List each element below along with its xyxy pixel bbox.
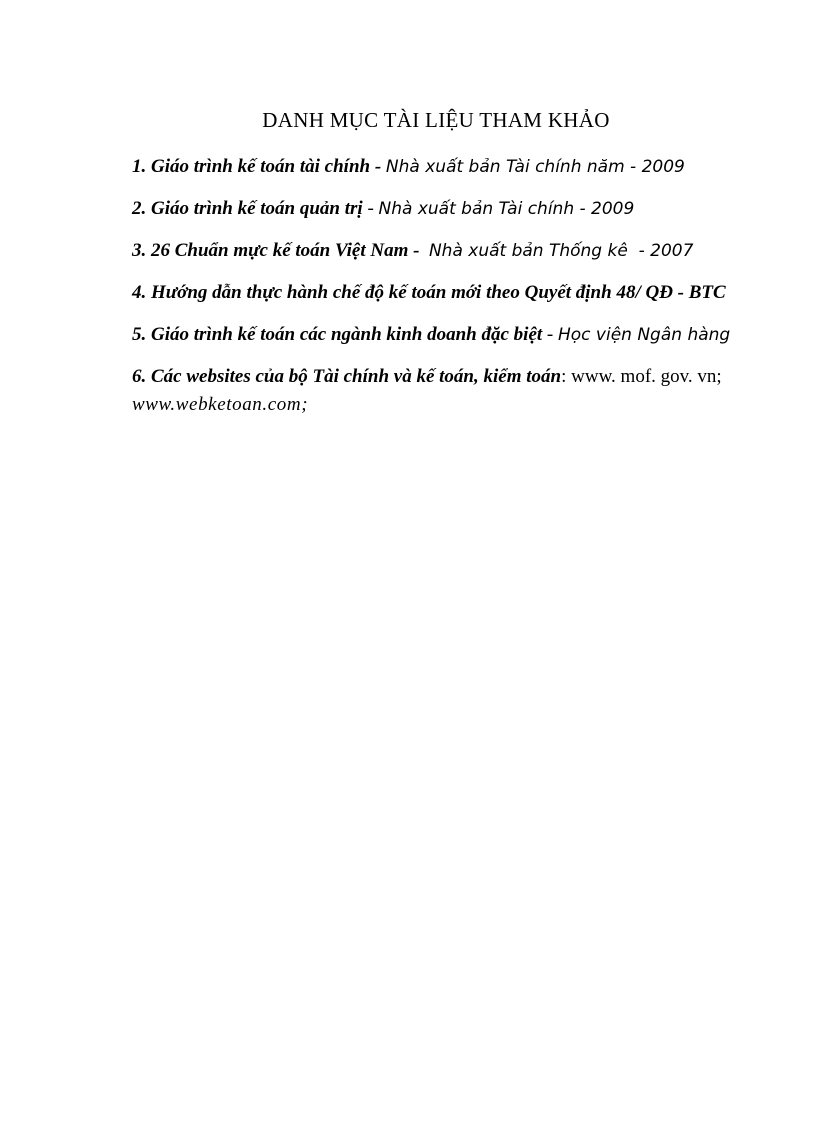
reference-item-2 [132, 195, 742, 223]
reference-title: Giáo trình kế toán các ngành kinh doanh đặc biệt [151, 324, 543, 345]
reference-number: 6. [132, 366, 147, 387]
reference-item-4 [132, 279, 742, 307]
reference-website-link[interactable]: www.webketoan.com; [132, 394, 309, 415]
reference-item-6 [132, 363, 742, 419]
reference-number: 3. [132, 240, 147, 261]
reference-number: 2. [132, 198, 147, 219]
reference-item-3 [132, 237, 742, 265]
reference-publisher: Nhà xuất bản Tài chính - 2009 [378, 199, 635, 219]
reference-separator: - [408, 240, 429, 261]
reference-separator: - [362, 198, 379, 219]
reference-number: 5. [132, 324, 147, 345]
reference-item-5 [132, 321, 742, 349]
reference-publisher: Nhà xuất bản Tài chính năm - 2009 [385, 157, 685, 177]
reference-title: Giáo trình kế toán quản trị [151, 198, 363, 219]
reference-item-1 [132, 153, 742, 181]
reference-website-link[interactable]: www. mof. gov. vn; [571, 366, 722, 387]
reference-title: Hướng dẫn thực hành chế độ kế toán mới theo Quyết định 48/ QĐ - BTC [151, 282, 726, 303]
reference-publisher: Nhà xuất bản Thống kê - 2007 [428, 241, 694, 261]
reference-colon: : [561, 366, 572, 387]
reference-list [132, 153, 742, 433]
reference-number: 1. [132, 156, 147, 177]
reference-title: Các websites của bộ Tài chính và kế toán, kiểm toán [151, 366, 562, 387]
reference-separator: - [370, 156, 386, 177]
reference-publisher: Học viện Ngân hàng [557, 325, 731, 345]
page-title: DANH MỤC TÀI LIỆU THAM KHẢO [262, 108, 610, 132]
reference-separator: - [542, 324, 558, 345]
reference-title: Giáo trình kế toán tài chính [151, 156, 371, 177]
reference-number: 4. [132, 282, 147, 303]
reference-title: 26 Chuẩn mực kế toán Việt Nam [151, 240, 409, 261]
